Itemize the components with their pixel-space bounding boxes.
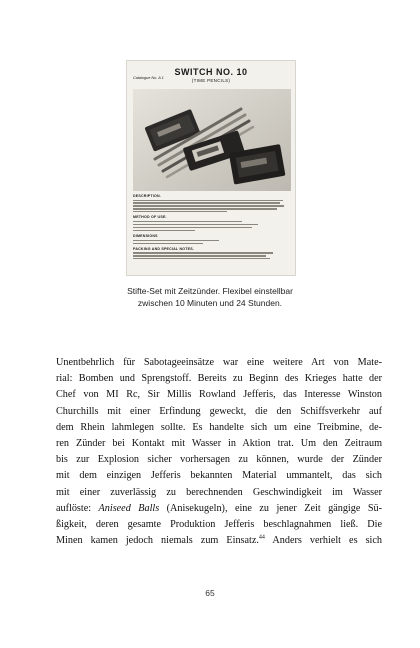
body-line: [56, 533, 382, 549]
body-line: mit einer zuverlässig zu berechnenden Geschwindigkeit im Wasser: [56, 486, 382, 498]
figure-title: SWITCH NO. 10: [174, 67, 248, 77]
figure-text-line: [133, 255, 266, 256]
body-text-segment: (Anisekugeln), eine zu jener Zeit gängige Sü-: [159, 502, 382, 514]
body-line: [56, 501, 382, 517]
body-text-segment: auflöste:: [56, 502, 99, 514]
body-line: Churchills mit einer Erfindung geweckt, die den Schiffsverkehr auf: [56, 405, 382, 417]
figure-caption: [80, 285, 340, 309]
body-line: rial: Bomben und Sprengstoff. Bereits zu Beginn des Krieges hatte der: [56, 373, 382, 385]
body-line: ren Zünder bei Kontakt mit Wasser in Aktion trat. Um den Zeitraum: [56, 437, 382, 449]
figure-text-line: [133, 200, 283, 201]
body-line: Unentbehrlich für Sabotageeinsätze war eine weitere Art von Mate-: [56, 357, 382, 368]
body-line: dem Rhein lahmlegen sollte. Es handelte sich um eine Treibmine, de-: [56, 421, 382, 433]
figure-text-line: [133, 221, 242, 222]
figure-text-line: [133, 224, 258, 225]
body-line: bis zur Explosion sicher vorhersagen zu können, wurde der Zünder: [56, 454, 382, 466]
figure-text-line: [133, 208, 277, 209]
body-line: Chef von MI Rc, Sir Millis Rowland Jefferis, das Interesse Winston: [56, 389, 382, 401]
figure-text-line: [133, 205, 284, 206]
italic-term: Aniseed Balls: [98, 502, 160, 514]
figure-text-line: [133, 202, 280, 203]
figure-section-method: METHOD OF USE.: [133, 215, 167, 220]
page-number: 65: [205, 588, 215, 598]
figure-catalogue-number: Catalogue No. A 1: [133, 76, 164, 80]
caption-line: Stifte-Set mit Zeitzünder. Flexibel einstellbar: [127, 286, 293, 296]
figure-section-packing: PACKING AND SPECIAL NOTES.: [133, 246, 195, 251]
figure-section-dimensions: DIMENSIONS: [133, 234, 158, 239]
figure-image: [126, 60, 296, 276]
body-line: ßigkeit, deren gesamte Produktion Jefferis beschlagnahmen ließ. Die: [56, 518, 382, 530]
figure-text-line: [133, 243, 203, 244]
figure-text-line: [133, 227, 252, 228]
body-paragraph: [56, 355, 382, 549]
body-text-segment: Minen kamen jedoch niemals zum Einsatz.: [56, 535, 259, 547]
figure-text-line: [133, 252, 273, 253]
figure-text-line: [133, 240, 219, 241]
figure-text-line: [133, 230, 195, 231]
caption-line: zwischen 10 Minuten und 24 Stunden.: [137, 298, 283, 308]
figure-text-line: [133, 258, 270, 259]
time-pencils-photo: [133, 89, 291, 191]
figure-text-block: [133, 194, 289, 271]
figure-text-line: [133, 211, 227, 212]
footnote-reference: 44: [258, 534, 265, 541]
body-text-segment: Anders verhielt es sich: [264, 535, 382, 547]
figure-subtitle: (TIME PENCILS): [191, 78, 231, 83]
figure-section-description: DESCRIPTION.: [133, 194, 161, 198]
body-line: mit dem einzigen Jefferis bekannten Material ummantelt, das sich: [56, 470, 382, 482]
